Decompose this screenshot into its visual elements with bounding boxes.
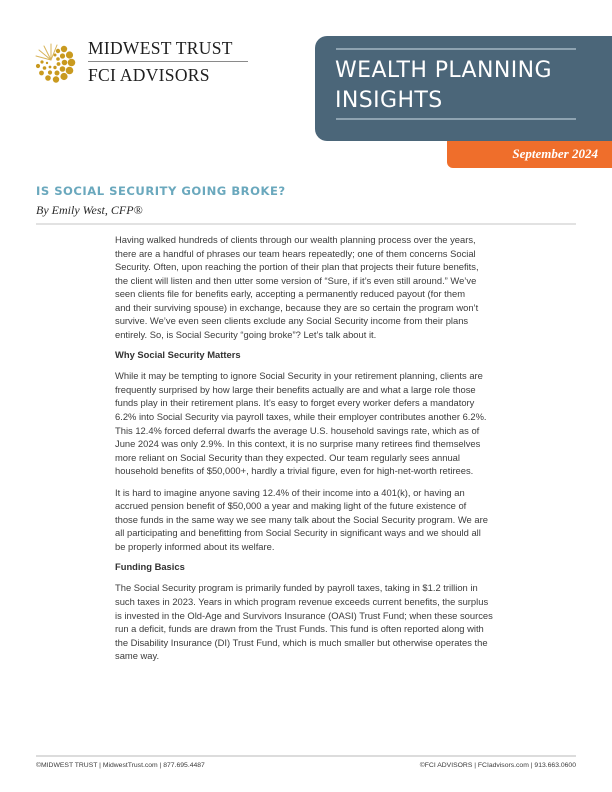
paragraph-line: Security. Often, upon reaching the portion of their plan that projects their future benefits, bbox=[115, 261, 479, 273]
paragraph-line: Having walked hundreds of clients through our wealth planning process over the years, bbox=[115, 234, 476, 245]
issue-date: September 2024 bbox=[512, 146, 598, 161]
article-byline: By Emily West, CFP® bbox=[36, 203, 143, 217]
body-paragraph bbox=[115, 486, 612, 554]
logo-divider bbox=[88, 61, 248, 62]
paragraph-line: frequently surprised by how large their benefits actually are and what a large role those bbox=[115, 383, 476, 395]
company-logo bbox=[34, 38, 274, 88]
paragraph-line: It is hard to imagine anyone saving 12.4% of their income into a 401(k), or having an bbox=[115, 486, 465, 498]
paragraph-line: run a deficit, funds are drawn from the Trust Funds. This fund is often reported along with bbox=[115, 623, 484, 635]
section-heading: Why Social Security Matters bbox=[115, 349, 241, 361]
paragraph-line: While it may be tempting to ignore Social Security in your retirement planning, clients are bbox=[115, 370, 483, 382]
section-heading: Funding Basics bbox=[115, 561, 185, 573]
paragraph-line: and their surviving spouse) in exchange, because they are so certain the program won’t bbox=[115, 301, 479, 313]
footer-fci-advisors-contact: ©FCI ADVISORS | FCIadvisors.com | 913.663.0600 bbox=[419, 762, 576, 769]
paragraph-line: June 2024 was only 2.9%. In this context, it is no surprise many retirees find themselves bbox=[115, 438, 481, 450]
paragraph-line: more reliant on Social Security than they expected. Our team regularly sees annual bbox=[115, 451, 460, 463]
paragraph-line: same way. bbox=[115, 650, 160, 662]
newsletter-title bbox=[335, 56, 552, 116]
banner-rule-top bbox=[336, 48, 576, 50]
paragraph-line: is invested in the Old-Age and Survivors Insurance (OASI) Trust Fund; when these sources bbox=[115, 609, 493, 621]
paragraph-line: accrued pension benefit of $50,000 a year and making light of the future existence of bbox=[115, 500, 467, 512]
paragraph-line: survive. We’ve even seen clients exclude any Social Security income from their plans bbox=[115, 315, 469, 327]
paragraph-line: entirely. So, is Social Security “going broke”? Let’s talk about it. bbox=[115, 328, 377, 340]
paragraph-line: there are a handful of phrases our team hears repeatedly; one of them concerns Social bbox=[115, 247, 476, 259]
paragraph-line: household benefits of $50,000+, hardly a trivial figure, even for high-net-worth retirees. bbox=[115, 465, 474, 477]
newsletter-banner bbox=[315, 36, 612, 141]
footer-midwest-trust-contact: ©MIDWEST TRUST | MidwestTrust.com | 877.695.4487 bbox=[36, 762, 205, 769]
footer-divider bbox=[36, 755, 576, 757]
paragraph-line: those funds in the same way we see many talk about the Social Security program. We are bbox=[115, 513, 488, 525]
banner-rule-bottom bbox=[336, 118, 576, 120]
article-body bbox=[115, 233, 612, 671]
paragraph-line: be properly informed about its welfare. bbox=[115, 540, 275, 552]
paragraph-line: the Disability Insurance (DI) Trust Fund, which is much smaller but otherwise operates the bbox=[115, 636, 488, 648]
paragraph-line: the client will listen and then utter some version of “Sure, if it’s even still around.” We’ve bbox=[115, 274, 477, 286]
body-paragraph bbox=[115, 581, 612, 662]
byline-divider bbox=[36, 223, 576, 225]
paragraph-line: such taxes in 2023. Years in which program revenue exceeds current benefits, the surplus bbox=[115, 596, 489, 608]
body-paragraph bbox=[115, 233, 612, 341]
body-paragraph bbox=[115, 369, 612, 477]
newsletter-title-line2: INSIGHTS bbox=[335, 88, 443, 113]
paragraph-line: The Social Security program is primarily funded by payroll taxes, taking in $1.2 trillion in bbox=[115, 582, 478, 594]
sunburst-dots-icon bbox=[34, 41, 76, 83]
paragraph-line: all participating and benefitting from Social Security in significant ways and we should all bbox=[115, 527, 481, 539]
paragraph-line: This 12.4% forced deferral dwarfs the average U.S. household savings rate, which as of bbox=[115, 424, 480, 436]
logo-fci-advisors: FCI ADVISORS bbox=[88, 65, 210, 85]
logo-midwest-trust: MIDWEST TRUST bbox=[88, 38, 233, 58]
paragraph-line: funds play in their retirement plans. It’s easy to forget every worker defers a mandatory bbox=[115, 397, 475, 409]
paragraph-line: seen clients file for benefits early, accepting a permanently reduced payout (for them bbox=[115, 288, 466, 300]
newsletter-title-line1: WEALTH PLANNING bbox=[335, 58, 552, 83]
logo-wordmark bbox=[88, 38, 248, 85]
article-headline: IS SOCIAL SECURITY GOING BROKE? bbox=[36, 184, 286, 198]
paragraph-line: 6.2% into Social Security via payroll taxes, while their employer contributes another 6.2%. bbox=[115, 411, 487, 423]
issue-date-tab bbox=[447, 141, 612, 168]
